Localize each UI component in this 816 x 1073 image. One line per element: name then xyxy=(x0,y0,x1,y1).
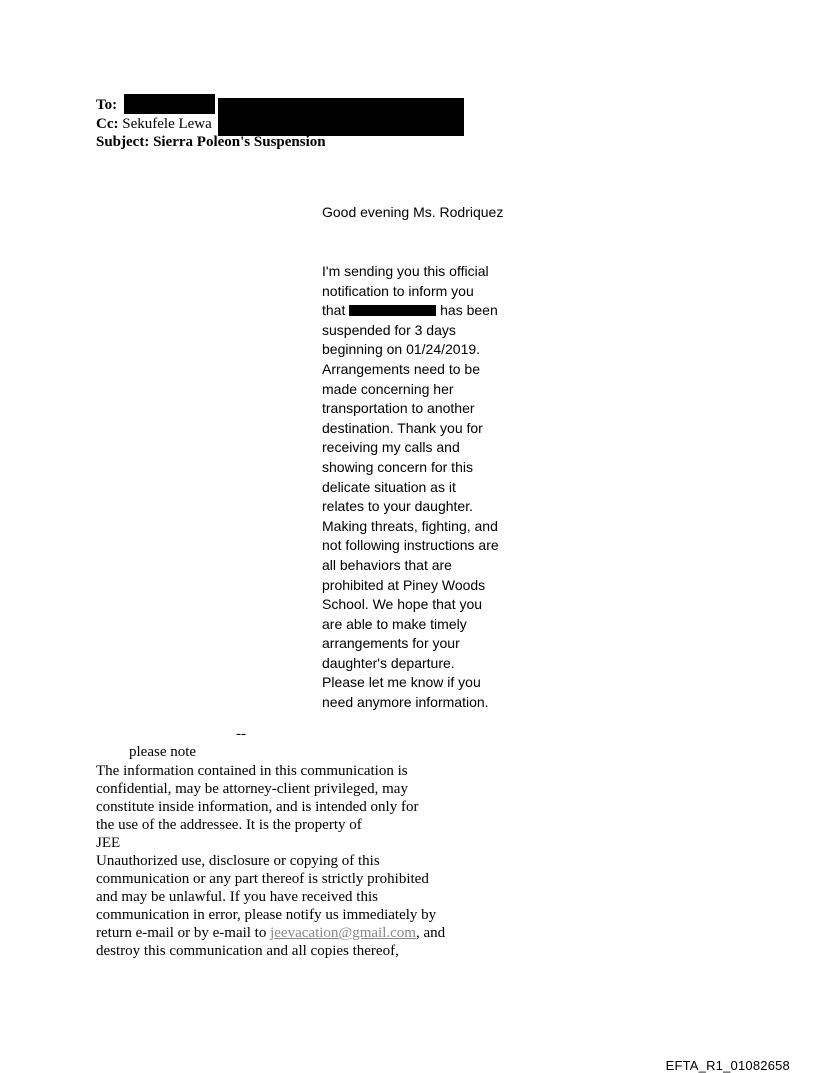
subject-row xyxy=(96,133,326,152)
cc-row xyxy=(96,115,326,134)
cc-value: Sekufele Lewa xyxy=(122,115,212,132)
greeting: Good evening Ms. Rodriquez xyxy=(322,204,504,220)
message-intro: I'm sending you this official notification to inform you that xyxy=(322,263,489,319)
signature-separator: -- xyxy=(236,726,246,742)
name-redaction-bar xyxy=(349,305,436,316)
document-id: EFTA_R1_01082658 xyxy=(665,1058,790,1073)
to-row xyxy=(96,96,326,115)
message-rest: has been suspended for 3 days beginning on 01/24/2019. Arrangements need to be made concerning her transportation to another destination. Thank you for receiving my calls and showing concern for this delicate situation as it relates to your daughter. Making threats, fighting, and not following instructions are all behaviors that are prohibited at Piney Woods School. We hope that you are able to make timely arrangements for your daughter's departure. Please let me know if you need anymore information. xyxy=(322,302,499,711)
email-link[interactable]: jeevacation@gmail.com xyxy=(270,925,416,941)
subject-label: Subject: xyxy=(96,134,150,150)
to-label: To: xyxy=(96,97,118,113)
cc-label: Cc: xyxy=(96,115,119,132)
email-header xyxy=(96,96,326,152)
message-text xyxy=(322,262,522,713)
please-note: please note xyxy=(129,744,197,760)
confidentiality-disclaimer xyxy=(96,762,476,960)
disclaimer-closing: , and destroy this communication and all copies thereof, xyxy=(96,925,446,959)
message-body xyxy=(322,203,522,713)
subject-value: Sierra Poleon's Suspension xyxy=(153,134,326,150)
disclaimer-text: The information contained in this communication is confidential, may be attorney-client privileged, may constitute inside information, and is intended only for the use of the addressee. It is the property of JEE Unauthorized use, disclosure or copying of this communication or any part thereof is strictly prohibited and may be unlawful. If you have received this communication in error, please notify us immediately by return e-mail or by e-mail to xyxy=(96,763,437,941)
redaction-bar xyxy=(124,94,215,114)
